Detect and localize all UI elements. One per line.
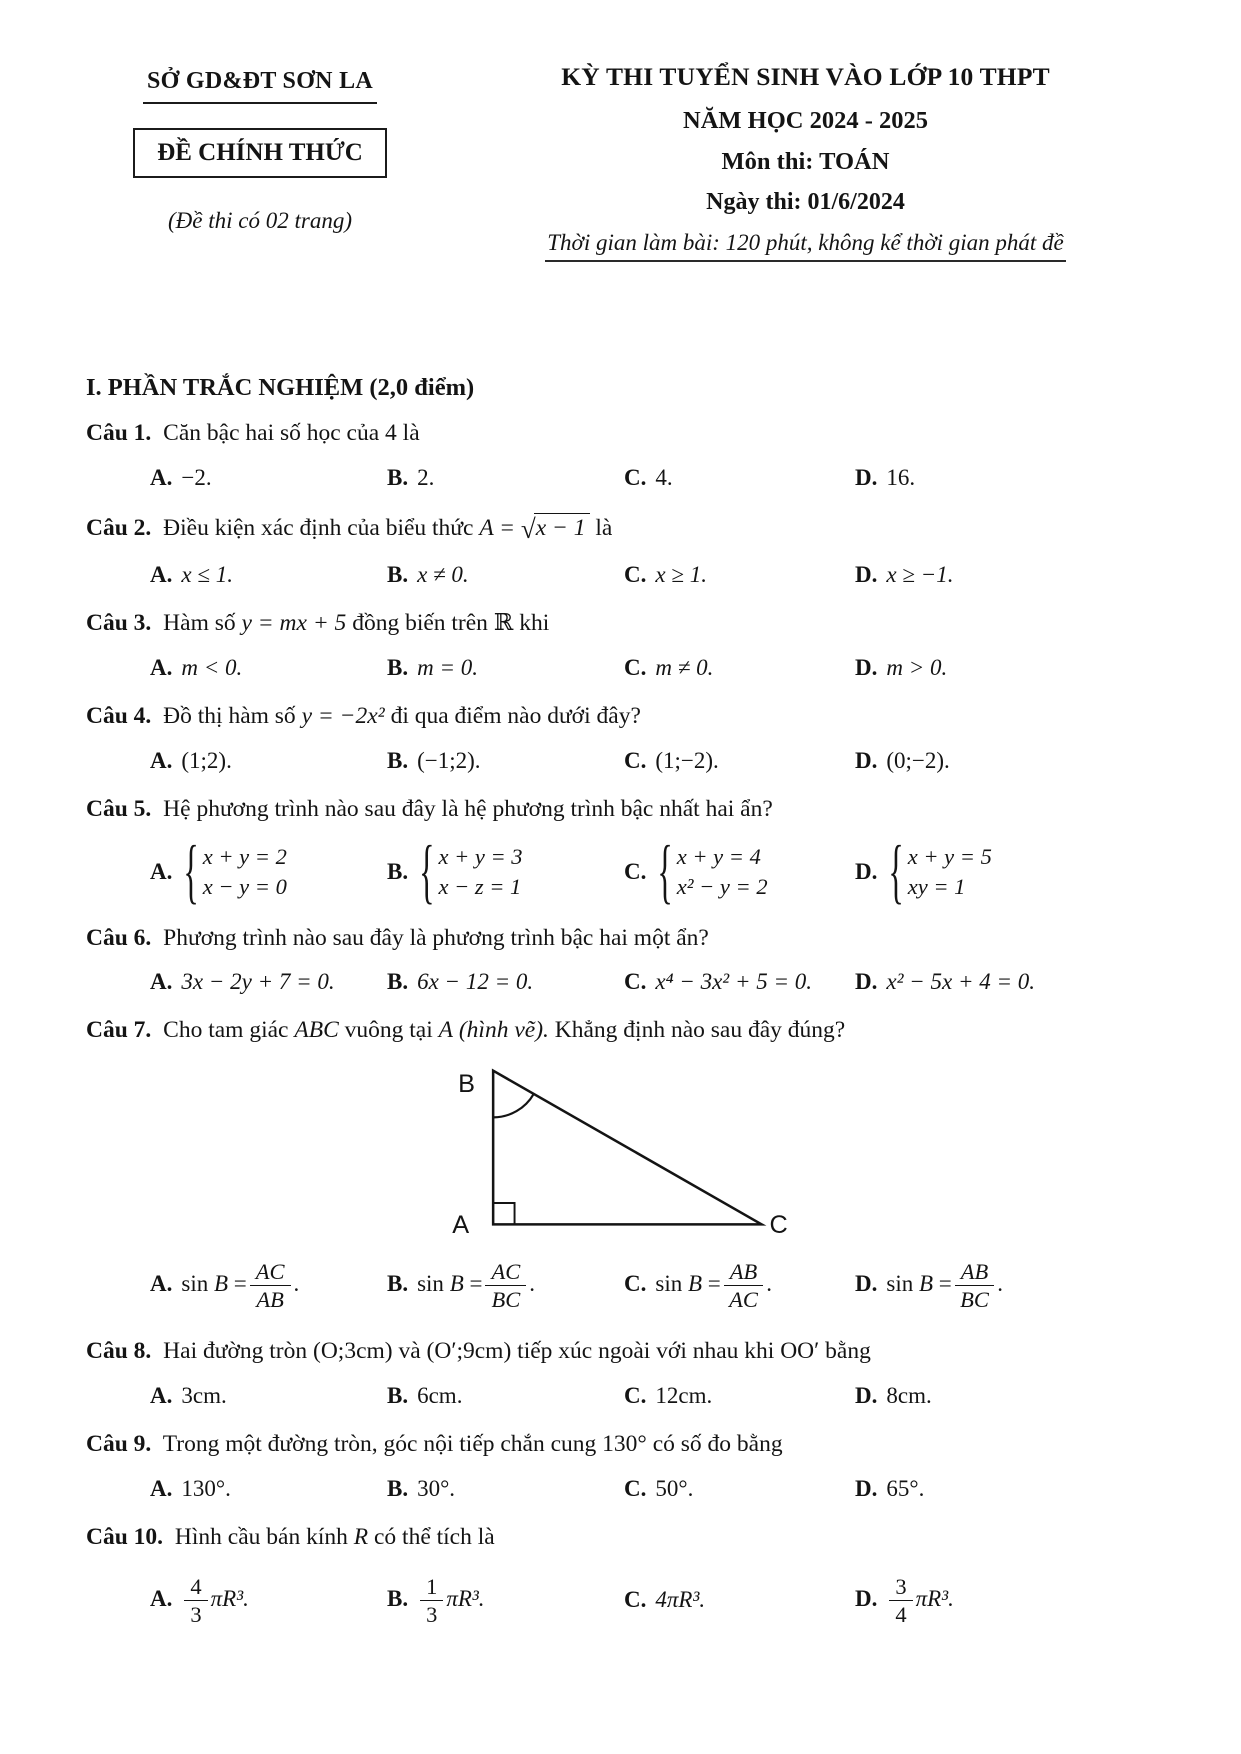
- option-7-b: B. sin B = $\frac{AC}{BC}$ .: [387, 1259, 535, 1313]
- question-4-text: Đồ thị hàm số: [163, 702, 296, 729]
- option-8-c: C. 12cm.: [624, 1383, 713, 1409]
- question-2-expression: A =: [479, 514, 516, 541]
- question-2-label: Câu 2.: [86, 514, 152, 541]
- question-8-label: Câu 8.: [86, 1338, 152, 1365]
- question-5: [86, 794, 1163, 912]
- option-10-c: C. 4πR³.: [624, 1587, 706, 1613]
- system-brace: {: [419, 830, 435, 912]
- option-8-a: A. 3cm.: [150, 1383, 227, 1409]
- option-9-a: A. 130°.: [150, 1475, 231, 1501]
- option-1-c: C. 4.: [624, 464, 673, 490]
- question-1-options: [150, 465, 1163, 491]
- system-brace: {: [657, 830, 673, 912]
- question-3-options: [150, 655, 1163, 681]
- question-4-expression: y = −2x²: [301, 702, 385, 729]
- option-1-b: B. 2.: [387, 464, 435, 490]
- header-left-block: [86, 62, 434, 234]
- option-10-b: B. $\frac{1}{3}$ πR³.: [387, 1573, 485, 1627]
- option-8-d: D. 8cm.: [855, 1383, 932, 1409]
- question-5-text: Hệ phương trình nào sau đây là hệ phương trình bậc nhất hai ẩn?: [163, 795, 773, 822]
- option-2-a: A. x ≤ 1.: [150, 562, 233, 588]
- question-1-text: Căn bậc hai số học của 4 là: [163, 420, 420, 446]
- option-2-b: B. x ≠ 0.: [387, 562, 469, 588]
- option-3-b: B. m = 0.: [387, 654, 478, 680]
- option-7-c: C. sin B = $\frac{AB}{AC}$ .: [624, 1259, 773, 1313]
- department-name: SỞ GD&ĐT SƠN LA: [143, 68, 377, 104]
- option-2-d: D. x ≥ −1.: [855, 562, 954, 588]
- question-2-options: [150, 562, 1163, 588]
- question-10-options: [150, 1574, 1163, 1627]
- question-6: [86, 923, 1163, 996]
- triangle-abc-svg: [419, 1059, 794, 1239]
- right-angle-marker: [493, 1203, 514, 1224]
- option-6-b: B. 6x − 12 = 0.: [387, 969, 534, 995]
- option-2-c: C. x ≥ 1.: [624, 562, 707, 588]
- exam-header: [86, 62, 1163, 262]
- question-7-text: Cho tam giác ABC vuông tại A (hình vẽ). Khẳng định nào sau đây đúng?: [163, 1017, 846, 1044]
- system-brace: {: [183, 830, 199, 912]
- question-3-text: Hàm số: [163, 610, 236, 637]
- option-6-c: C. x⁴ − 3x² + 5 = 0.: [624, 969, 812, 995]
- exam-year: NĂM HỌC 2024 - 2025: [683, 107, 928, 134]
- question-5-label: Câu 5.: [86, 795, 152, 822]
- question-6-options: [150, 969, 1163, 995]
- option-7-a: A. sin B = $\frac{AC}{AB}$ .: [150, 1259, 300, 1313]
- square-root-expression: √x − 1: [521, 515, 590, 541]
- question-4-options: [150, 748, 1163, 774]
- option-1-a: A. −2.: [150, 464, 212, 490]
- question-7-label: Câu 7.: [86, 1017, 152, 1044]
- right-triangle-figure: [419, 1059, 794, 1239]
- question-8: [86, 1336, 1163, 1409]
- option-3-c: C. m ≠ 0.: [624, 654, 714, 680]
- option-4-a: A. (1;2).: [150, 747, 232, 773]
- question-7-options: [150, 1259, 1163, 1312]
- system-brace: {: [888, 830, 904, 912]
- option-3-a: A. m < 0.: [150, 654, 243, 680]
- question-1: [86, 418, 1163, 491]
- option-3-d: D. m > 0.: [855, 654, 948, 680]
- vertex-label-b: B: [458, 1070, 475, 1099]
- question-1-label: Câu 1.: [86, 420, 152, 446]
- option-5-a: A. { x + y = 2 x − y = 0: [150, 845, 383, 898]
- option-1-d: D. 16.: [855, 464, 916, 490]
- vertex-label-a: A: [452, 1211, 470, 1239]
- option-5-b: B. { x + y = 3 x − z = 1: [387, 845, 620, 898]
- option-8-b: B. 6cm.: [387, 1383, 463, 1409]
- question-4: Câu 4. Đồ thị hàm số y = −2x² đi qua điểm nào dưới đây? A. (1;2). B. (−1;2). C. (1;−2). D. (0;−2).: [86, 701, 1163, 774]
- exam-subject: Môn thi: TOÁN: [721, 148, 890, 175]
- option-9-b: B. 30°.: [387, 1475, 456, 1501]
- option-5-d: D. { x + y = 5 xy = 1: [855, 845, 1163, 898]
- exam-body: [86, 374, 1163, 1627]
- question-2: Câu 2. Điều kiện xác định của biểu thức A = √x − 1 là A. x ≤ 1. B. x ≠ 0. C. x ≥ 1. D. x ≥ −1.: [86, 511, 1163, 588]
- option-10-d: D. $\frac{3}{4}$ πR³.: [855, 1573, 954, 1627]
- question-3-label: Câu 3.: [86, 610, 152, 637]
- question-6-text: Phương trình nào sau đây là phương trình bậc hai một ẩn?: [163, 924, 709, 951]
- option-4-d: D. (0;−2).: [855, 747, 950, 773]
- question-7: [86, 1015, 1163, 1312]
- option-10-a: A. $\frac{4}{3}$ πR³.: [150, 1573, 249, 1627]
- vertex-label-c: C: [769, 1211, 788, 1239]
- option-6-a: A. 3x − 2y + 7 = 0.: [150, 969, 335, 995]
- option-7-d: D. sin B = $\frac{AB}{BC}$ .: [855, 1259, 1004, 1313]
- option-5-c: C. { x + y = 4 x² − y = 2: [624, 845, 851, 898]
- question-9-label: Câu 9.: [86, 1431, 152, 1458]
- section-1-heading: I. PHẦN TRẮC NGHIỆM (2,0 điểm): [86, 374, 475, 401]
- option-9-d: D. 65°.: [855, 1475, 925, 1501]
- option-4-c: C. (1;−2).: [624, 747, 719, 773]
- question-9: [86, 1429, 1163, 1502]
- question-6-label: Câu 6.: [86, 924, 152, 951]
- pages-note: (Đề thi có 02 trang): [168, 208, 352, 233]
- question-9-text: Trong một đường tròn, góc nội tiếp chắn cung 130° có số đo bằng: [162, 1431, 783, 1458]
- question-10-text: Hình cầu bán kính: [174, 1523, 348, 1550]
- question-5-options: [150, 830, 1163, 912]
- option-4-b: B. (−1;2).: [387, 747, 481, 773]
- angle-arc-at-b: [493, 1094, 534, 1117]
- question-9-options: [150, 1476, 1163, 1502]
- option-6-d: D. x² − 5x + 4 = 0.: [855, 969, 1035, 995]
- header-right-block: [434, 62, 1163, 262]
- question-2-text: Điều kiện xác định của biểu thức: [163, 514, 474, 541]
- official-exam-box: ĐỀ CHÍNH THỨC: [133, 128, 387, 178]
- question-10: Câu 10. Hình cầu bán kính R có thể tích là A. $\frac{4}{3}$ πR³. B. $\frac{1}{3}$ πR³. C. 4πR³. D. $\frac{3}{4}$ πR³.: [86, 1522, 1163, 1627]
- question-3-expression: y = mx + 5: [241, 610, 347, 637]
- question-4-label: Câu 4.: [86, 702, 152, 729]
- triangle-outline: [493, 1071, 762, 1225]
- exam-title: KỲ THI TUYỂN SINH VÀO LỚP 10 THPT: [561, 62, 1050, 91]
- question-8-text: Hai đường tròn (O;3cm) và (O′;9cm) tiếp xúc ngoài với nhau khi OO′ bằng: [163, 1338, 871, 1365]
- option-9-c: C. 50°.: [624, 1475, 694, 1501]
- exam-duration: Thời gian làm bài: 120 phút, không kể thời gian phát đề: [545, 230, 1065, 262]
- exam-date: Ngày thi: 01/6/2024: [706, 189, 905, 215]
- question-8-options: [150, 1383, 1163, 1409]
- radical-sign: √: [520, 513, 534, 544]
- question-3: Câu 3. Hàm số y = mx + 5 đồng biến trên ℝ khi A. m < 0. B. m = 0. C. m ≠ 0. D. m > 0.: [86, 608, 1163, 681]
- question-10-label: Câu 10.: [86, 1523, 164, 1550]
